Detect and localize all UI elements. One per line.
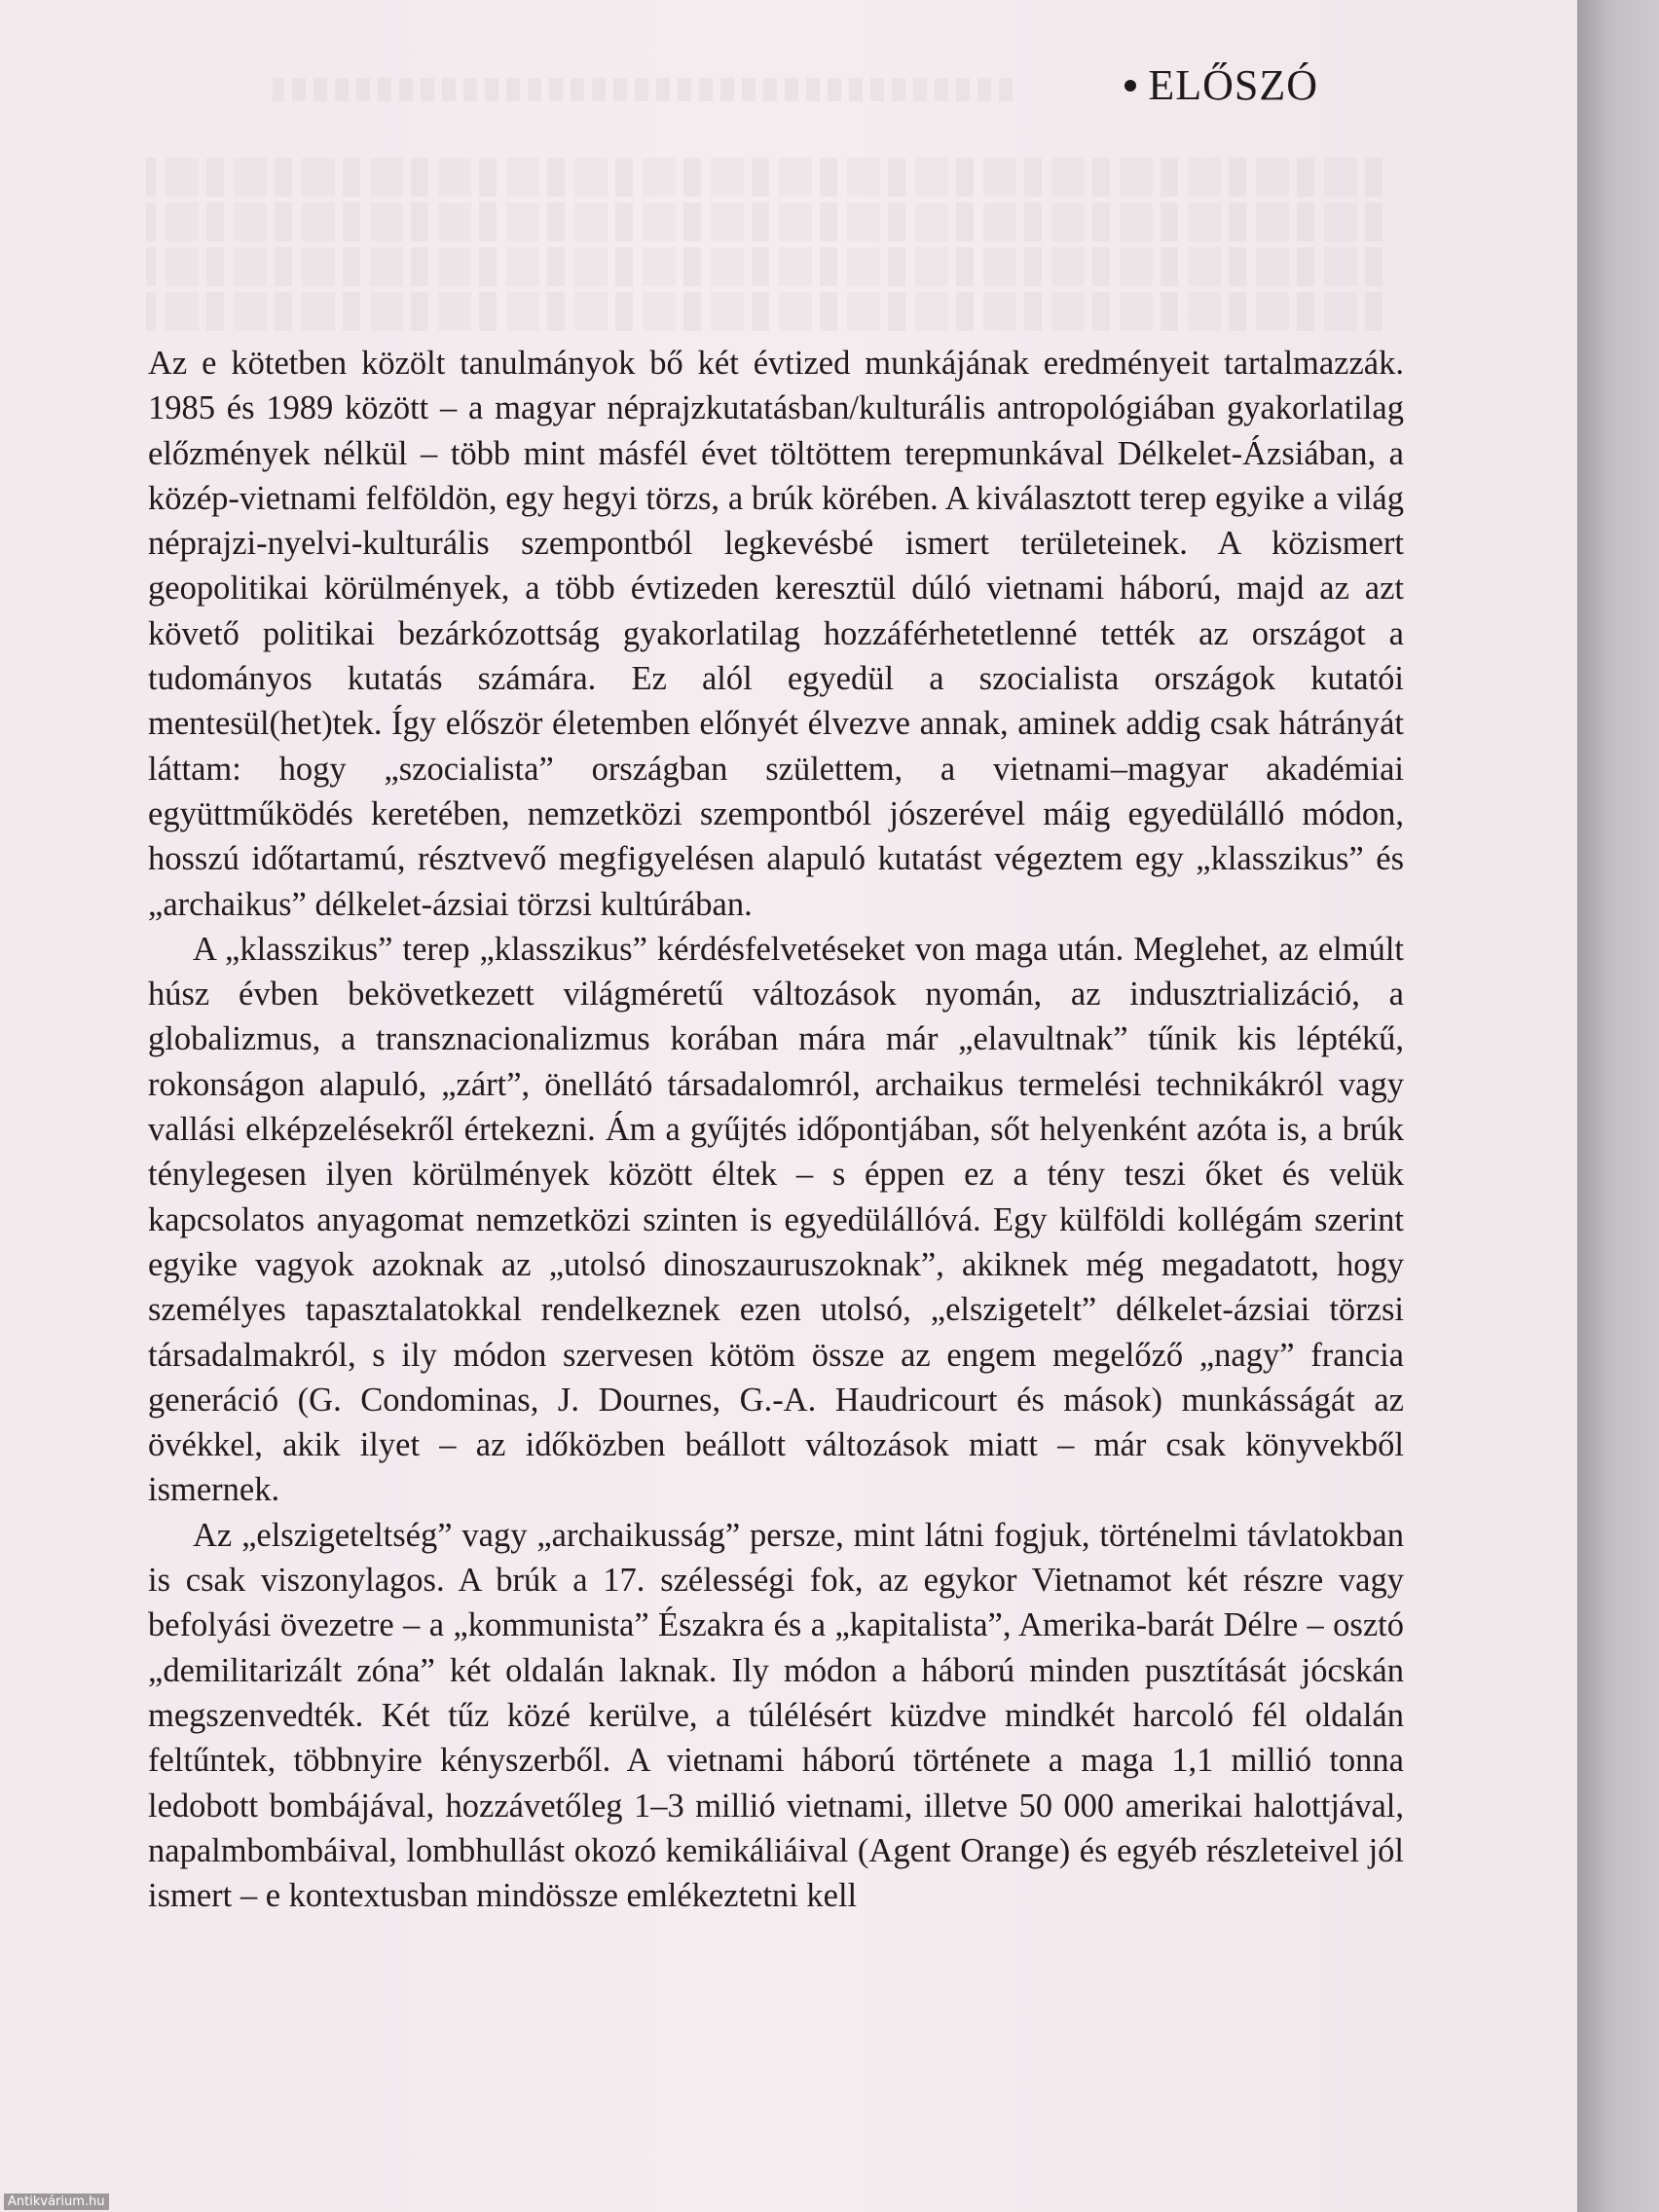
paragraph-1: Az e kötetben közölt tanulmányok bő két évtized munkájának eredményeit tartalmazzák. 1985 és 1989 között – a magyar néprajzkutatásban/kulturális antropológiában gyakorlatilag előzmények nélkül – több mint másfél évet töltöttem terepmunkával Délkelet-Ázsiában, a közép-vietnami felföldön, egy hegyi törzs, a brúk körében. A kiválasztott terep egyike a világ néprajzi-nyelvi-kulturális szempontból legkevésbé ismert területeinek. A közismert geopolitikai körülmények, a több évtizeden keresztül dúló vietnami háború, majd az azt követő politikai bezárkózottság gyakorlatilag hozzáférhetetlenné tették az országot a tudományos kutatás számára. Ez alól egyedül a szocialista országok kutatói mentesül(het)tek. Így először életemben előnyét élvezve annak, aminek addig csak hátrányát láttam: hogy „szocialista” országban születtem, a vietnami–magyar akadémiai együttműködés keretében, nemzetközi szempontból jószerével máig egyedülálló módon, hosszú időtartamú, résztvevő megfigyelésen alapuló kutatást végeztem egy „klasszikus” és „archaikus” délkelet-ázsiai törzsi kultúrában. (148, 345, 1404, 923)
page-edge-background (1577, 0, 1659, 2212)
bleed-through-text (146, 78, 1382, 337)
running-head (1124, 60, 1318, 110)
paragraph-3: Az „elszigeteltség” vagy „archaikusság” persze, mint látni fogjuk, történelmi távlatokban is csak viszonylagos. A brúk a 17. szélességi fok, az egykor Vietnamot két részre vagy befolyási övezetre – a „kommunista” Északra és a „kapitalista”, Amerika-barát Délre – osztó „demilitarizált zóna” két oldalán laknak. Ily módon a háború minden pusztítását jócskán megszenvedték. Két tűz közé kerülve, a túlélésért küzdve mindkét harcoló fél oldalán feltűntek, többnyire kényszerből. A vietnami háború története a maga 1,1 millió tonna ledobott bombájával, hozzávetőleg 1–3 millió vietnami, illetve 50 000 amerikai halottjával, napalmbombáival, lombhullást okozó kemikáliáival (Agent Orange) és egyéb részleteivel jól ismert – e kontextusban mindössze emlékeztetni kell (148, 1516, 1404, 1915)
section-title: ELŐSZÓ (1148, 61, 1318, 109)
paragraph-2: A „klasszikus” terep „klasszikus” kérdésfelvetéseket von maga után. Meglehet, az elmúlt húsz évben bekövetkezett világméretű változások nyomán, az indusztrializáció, a globalizmus, a transznacionalizmus korában mára már „elavultnak” tűnik kis léptékű, rokonságon alapuló, „zárt”, önellátó társadalomról, archaikus termelési technikákról vagy vallási elképzelésekről értekezni. Ám a gyűjtés időpontjában, sőt helyenként azóta is, a brúk ténylegesen ilyen körülmények között éltek – s éppen ez a tény teszi őket és velük kapcsolatos anyagomat nemzetközi szinten is egyedülállóvá. Egy külföldi kollégám szerint egyike vagyok azoknak az „utolsó dinoszauruszoknak”, akiknek még megadatott, hogy személyes tapasztalatokkal rendelkeznek ezen utolsó, „elszigetelt” délkelet-ázsiai törzsi társadalmakról, s ily módon szervesen kötöm össze az engem megelőző „nagy” francia generáció (G. Condominas, J. Dournes, G.-A. Haudricourt és mások) munkásságát az övékkel, akik ilyet – az időközben beállott változások miatt – már csak könyvekből ismernek. (148, 930, 1404, 1509)
bullet-icon (1124, 80, 1136, 92)
watermark: Antikvárium.hu (4, 2194, 109, 2210)
body-text (148, 341, 1404, 1918)
